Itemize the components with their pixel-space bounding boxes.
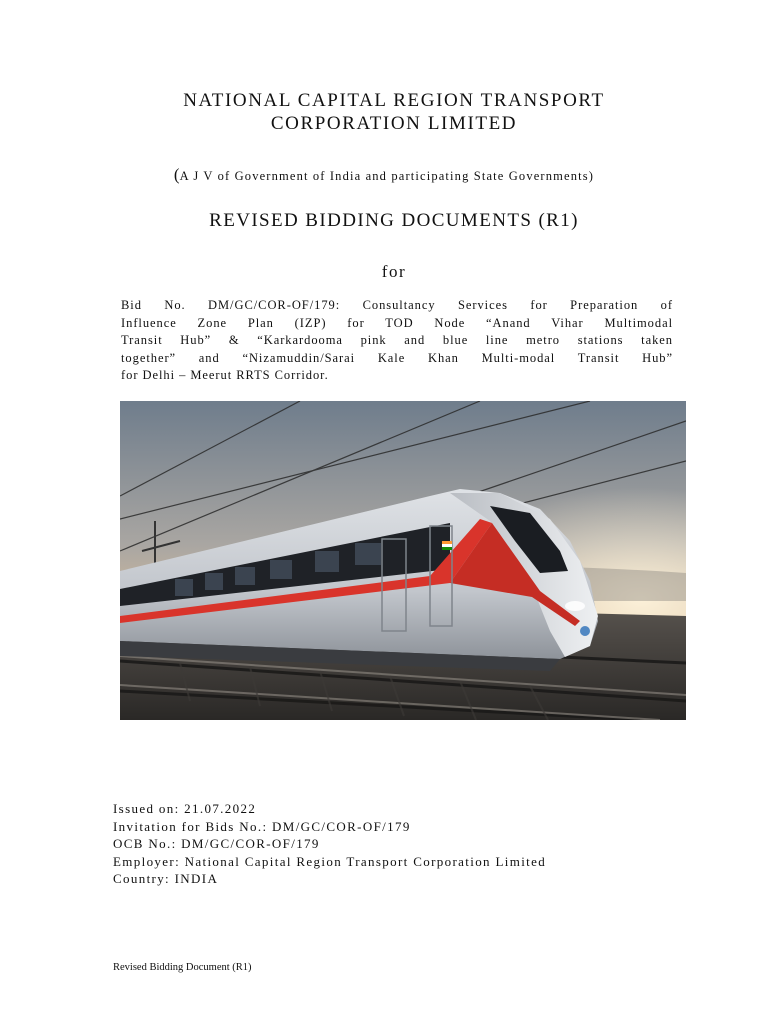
bid-line-1: Bid No. DM/GC/COR-OF/179: Consultancy Services for Preparation of: [121, 298, 673, 312]
subtitle-text: A J V of Government of India and participating State Governments): [179, 169, 595, 183]
for-label: for: [381, 262, 407, 281]
organization-title: [0, 89, 768, 135]
document-details: [113, 800, 546, 888]
subtitle-open-paren: (: [173, 165, 180, 184]
bid-line-4: together” and “Nizamuddin/Sarai Kale Khan Multi-modal Transit Hub”: [121, 350, 673, 365]
organization-subtitle: [0, 165, 768, 185]
bid-line-2: Influence Zone Plan (IZP) for TOD Node “Anand Vihar Multimodal: [121, 315, 673, 330]
title-line-2: CORPORATION LIMITED: [270, 113, 518, 134]
bid-description: [121, 297, 673, 385]
employer: Employer: National Capital Region Transport Corporation Limited: [113, 853, 547, 869]
invitation-number: Invitation for Bids No.: DM/GC/COR-OF/179: [113, 818, 411, 834]
train-photo: [120, 401, 686, 720]
bid-line-3: Transit Hub” & “Karkardooma pink and blue line metro stations taken: [121, 333, 673, 347]
ocb-number: OCB No.: DM/GC/COR-OF/179: [113, 836, 320, 852]
issued-date: Issued on: 21.07.2022: [113, 801, 257, 816]
bid-line-5: for Delhi – Meerut RRTS Corridor.: [121, 368, 329, 382]
document-heading: REVISED BIDDING DOCUMENTS (R1): [209, 210, 579, 231]
train-illustration: [120, 401, 686, 720]
country: Country: INDIA: [113, 871, 219, 887]
page-footer: Revised Bidding Document (R1): [113, 962, 252, 973]
title-line-1: NATIONAL CAPITAL REGION TRANSPORT: [183, 90, 605, 111]
